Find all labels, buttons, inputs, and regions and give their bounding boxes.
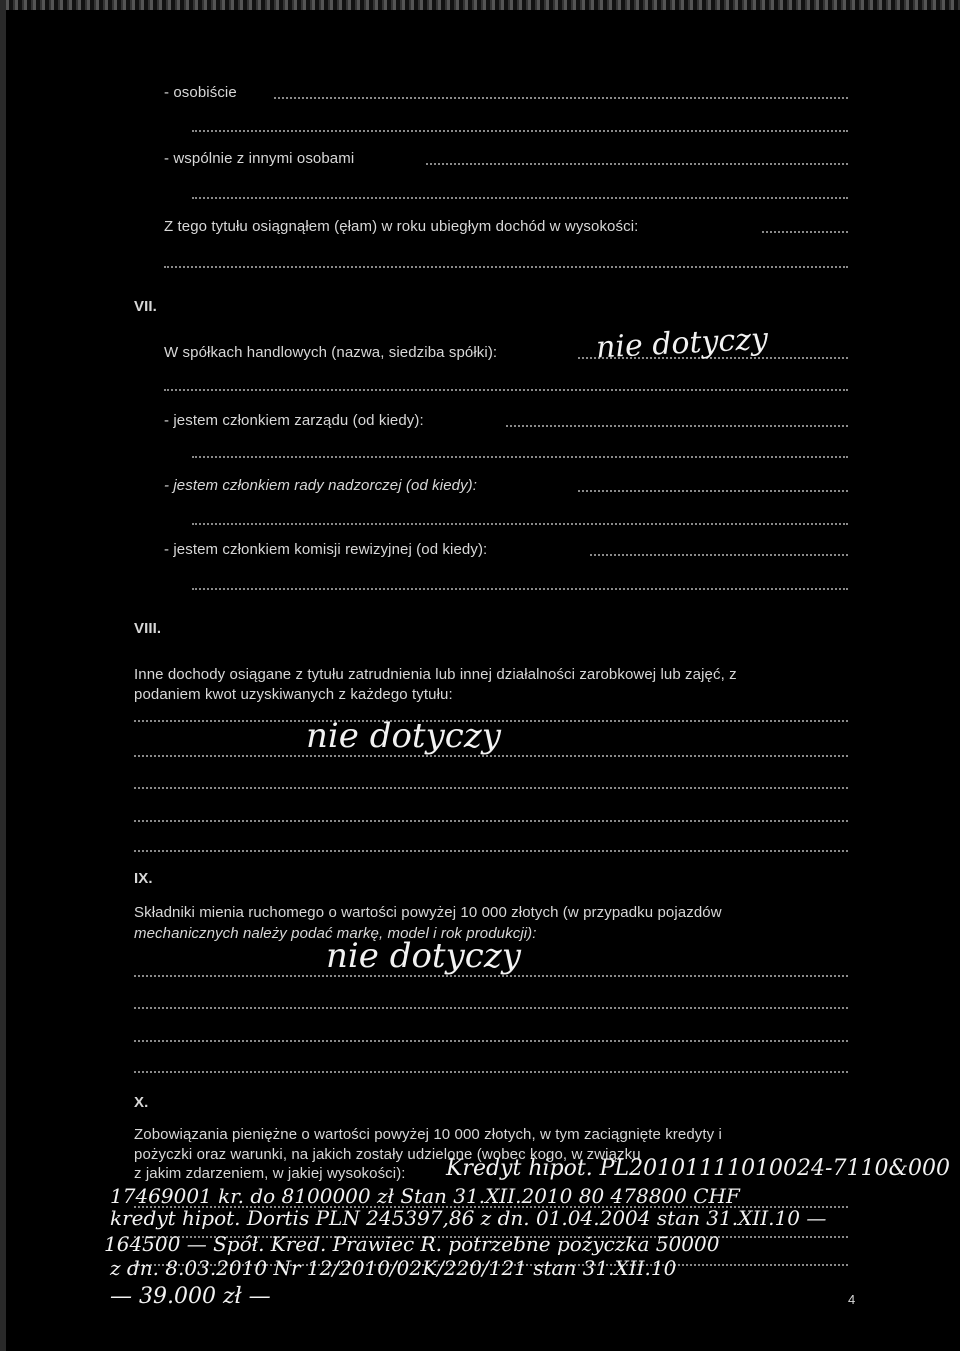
- handwritten-liability-6: — 39.000 zł —: [110, 1284, 271, 1309]
- section-x-numeral: X.: [134, 1094, 149, 1111]
- handwritten-liability-4: 164500 — Spół. Kred. Prawiec R. potrzebne pożyczka 50000: [104, 1232, 720, 1256]
- handwritten-companies: nie dotyczy: [595, 321, 769, 366]
- section-ix-numeral: IX.: [134, 870, 153, 887]
- section-viii-numeral: VIII.: [134, 620, 162, 637]
- fill-line: [426, 163, 848, 165]
- fill-line: [134, 975, 848, 977]
- fill-line: [164, 266, 848, 268]
- handwritten-liability-1: Kredyt hipot. PL20101111010024-7110&000: [446, 1156, 951, 1181]
- fill-line: [192, 456, 848, 458]
- section-ix-text-2: mechanicznych należy podać markę, model i rok produkcji):: [134, 925, 537, 942]
- fill-line: [578, 490, 848, 492]
- handwritten-liability-2: 17469001 kr. do 8100000 zł Stan 31.XII.2010 80 478800 CHF: [110, 1184, 740, 1208]
- fill-line: [762, 231, 848, 233]
- section-x-text-1: Zobowiązania pieniężne o wartości powyżej 10 000 złotych, w tym zaciągnięte kredyty i: [134, 1126, 722, 1143]
- income-label: Z tego tytułu osiągnąłem (ęłam) w roku ubiegłym dochód w wysokości:: [164, 218, 639, 235]
- section-vii-numeral: VII.: [134, 298, 157, 315]
- fill-line: [134, 820, 848, 822]
- companies-label: W spółkach handlowych (nazwa, siedziba spółki):: [164, 344, 498, 361]
- fill-line: [134, 787, 848, 789]
- fill-line: [590, 554, 848, 556]
- fill-line: [134, 850, 848, 852]
- fill-line: [134, 755, 848, 757]
- supervisory-member-label: - jestem członkiem rady nadzorczej (od kiedy):: [164, 477, 478, 494]
- fill-line: [134, 1071, 848, 1073]
- audit-member-label: - jestem członkiem komisji rewizyjnej (od kiedy):: [164, 541, 488, 558]
- handwritten-liability-5: z dn. 8.03.2010 Nr 12/2010/02K/220/121 stan 31.XII.10: [110, 1256, 677, 1280]
- fill-line: [134, 1007, 848, 1009]
- section-viii-text-2: podaniem kwot uzyskiwanych z każdego tytułu:: [134, 686, 453, 703]
- scan-edge-noise: [6, 0, 960, 10]
- section-viii-text-1: Inne dochody osiągane z tytułu zatrudnienia lub innej działalności zarobkowej lub zajęć, z: [134, 666, 737, 683]
- handwritten-liability-3: kredyt hipot. Dortis PLN 245397,86 z dn. 01.04.2004 stan 31.XII.10 —: [110, 1206, 827, 1230]
- fill-line: [192, 197, 848, 199]
- item-jointly: - wspólnie z innymi osobami: [164, 150, 355, 167]
- fill-line: [192, 588, 848, 590]
- fill-line: [192, 523, 848, 525]
- section-ix-text-1: Składniki mienia ruchomego o wartości powyżej 10 000 złotych (w przypadku pojazdów: [134, 904, 722, 921]
- fill-line: [274, 97, 848, 99]
- handwritten-other-income: nie dotyczy: [306, 716, 501, 756]
- fill-line: [192, 130, 848, 132]
- fill-line: [506, 425, 848, 427]
- section-x-text-2: pożyczki oraz warunki, na jakich zostały udzielone (wobec kogo, w związku: [134, 1146, 641, 1163]
- fill-line: [134, 1040, 848, 1042]
- page-number: 4: [848, 1292, 856, 1307]
- handwritten-movable-property: nie dotyczy: [326, 936, 521, 976]
- item-personally: - osobiście: [164, 84, 237, 101]
- board-member-label: - jestem członkiem zarządu (od kiedy):: [164, 412, 424, 429]
- fill-line: [164, 389, 848, 391]
- section-x-text-3: z jakim zdarzeniem, w jakiej wysokości):: [134, 1165, 406, 1182]
